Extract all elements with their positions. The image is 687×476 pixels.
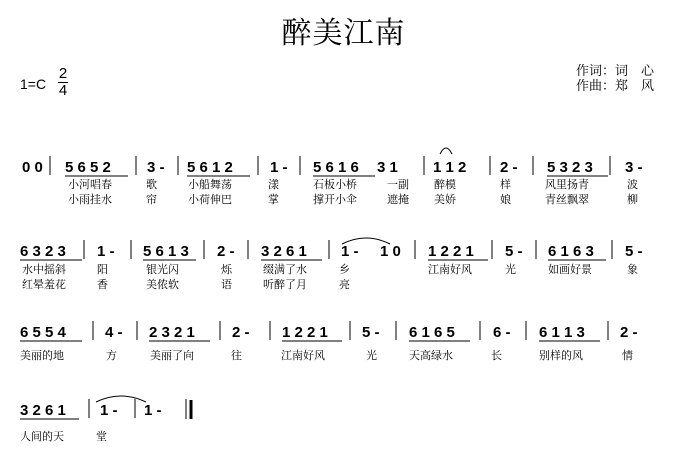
note-group: 5 - xyxy=(362,324,380,341)
note-group: 1 1 2 xyxy=(433,159,467,176)
note-group: 5 6 1 2 xyxy=(187,159,233,176)
lyric-text: 风里扬青 xyxy=(545,179,589,191)
lyric-text: 小雨挂水 xyxy=(68,194,112,206)
note-group: 3 1 xyxy=(377,159,398,176)
lyricist: 作词：词 心 xyxy=(576,64,655,79)
lyric-text: 如画好景 xyxy=(548,264,592,276)
lyric-text: 往 xyxy=(231,350,242,362)
lyric-text: 语 xyxy=(221,279,232,291)
note-group: 2 - xyxy=(232,324,250,341)
lyric-text: 掌 xyxy=(268,194,279,206)
lyric-text: 别样的风 xyxy=(539,350,583,362)
lyric-text: 醉模 xyxy=(434,179,456,191)
note-group: 1 - xyxy=(97,243,115,260)
note-group: 2 3 2 1 xyxy=(149,324,195,341)
lyric-text: 长 xyxy=(491,350,502,362)
lyric-text: 江南好风 xyxy=(281,350,325,362)
lyric-text: 美娇 xyxy=(434,194,456,206)
note-group: 3 - xyxy=(147,159,165,176)
note-group: 3 - xyxy=(625,159,643,176)
note-group: 6 5 5 4 xyxy=(20,324,66,341)
note-group: 5 3 2 3 xyxy=(547,159,593,176)
lyric-text: 石板小桥 xyxy=(313,179,357,191)
composer: 作曲：郑 风 xyxy=(576,79,655,94)
lyric-text: 水中摇斜 xyxy=(22,264,66,276)
lyric-text: 香 xyxy=(97,279,108,291)
time-signature-bottom: 4 xyxy=(58,82,68,99)
lyric-text: 听醉了月 xyxy=(263,279,307,291)
note-group: 5 6 1 6 xyxy=(313,159,359,176)
lyric-text: 一副 xyxy=(387,179,409,191)
lyric-text: 江南好风 xyxy=(428,264,472,276)
note-group: 4 - xyxy=(105,324,123,341)
note-group: 6 3 2 3 xyxy=(20,243,66,260)
lyric-text: 美侬软 xyxy=(146,279,179,291)
lyric-text: 帘 xyxy=(146,194,157,206)
note-group: 1 - xyxy=(144,402,162,419)
lyric-text: 小河唱春 xyxy=(68,179,112,191)
lyric-text: 样 xyxy=(500,179,511,191)
lyric-text: 红晕羞花 xyxy=(22,279,66,291)
lyric-text: 情 xyxy=(622,350,633,362)
lyric-text: 烁 xyxy=(221,264,232,276)
lyric-text: 青丝飘翠 xyxy=(545,194,589,206)
lyric-text: 乡 xyxy=(339,264,350,276)
note-group: 5 - xyxy=(625,243,643,260)
note-group: 2 - xyxy=(217,243,235,260)
lyric-text: 波 xyxy=(627,179,638,191)
lyric-text: 缀满了水 xyxy=(263,264,307,276)
note-group: 2 - xyxy=(500,159,518,176)
lyric-text: 娘 xyxy=(500,194,511,206)
note-group: 1 - xyxy=(270,159,288,176)
lyric-text: 歌 xyxy=(146,179,157,191)
lyric-text: 小荷伸巴 xyxy=(188,194,232,206)
note-group: 5 6 5 2 xyxy=(65,159,111,176)
note-group: 1 2 2 1 xyxy=(282,324,328,341)
lyric-text: 人间的天 xyxy=(20,431,64,443)
song-title: 醉美江南 xyxy=(281,16,406,51)
lyric-text: 堂 xyxy=(96,431,107,443)
lyric-text: 银光闪 xyxy=(146,264,179,276)
lyric-text: 遮掩 xyxy=(387,194,409,206)
note-group: 1 - xyxy=(341,243,359,260)
lyric-text: 光 xyxy=(366,350,377,362)
note-group: 6 - xyxy=(493,324,511,341)
note-group: 2 - xyxy=(620,324,638,341)
note-group: 1 - xyxy=(100,402,118,419)
note-group: 5 6 1 3 xyxy=(143,243,189,260)
note-group: 0 0 xyxy=(22,159,43,176)
key-signature: 1=C xyxy=(20,76,47,92)
lyric-text: 阳 xyxy=(97,264,108,276)
tie-mark xyxy=(440,148,452,154)
lyric-text: 小船舞荡 xyxy=(188,179,232,191)
lyric-text: 方 xyxy=(106,350,117,362)
lyric-text: 亮 xyxy=(339,279,350,291)
note-group: 1 0 xyxy=(380,243,401,260)
note-group: 6 1 1 3 xyxy=(539,324,585,341)
lyric-text: 柳 xyxy=(627,194,638,206)
note-group: 3 2 6 1 xyxy=(20,402,66,419)
lyric-text: 天高绿水 xyxy=(409,350,453,362)
lyric-text: 象 xyxy=(627,264,638,276)
note-group: 6 1 6 3 xyxy=(548,243,594,260)
lyric-text: 漾 xyxy=(268,179,279,191)
note-group: 6 1 6 5 xyxy=(409,324,455,341)
note-group: 5 - xyxy=(505,243,523,260)
note-group: 3 2 6 1 xyxy=(261,243,307,260)
lyric-text: 美丽了向 xyxy=(150,350,194,362)
note-group: 1 2 2 1 xyxy=(428,243,474,260)
lyric-text: 美丽的地 xyxy=(20,350,64,362)
time-signature-top: 2 xyxy=(58,65,68,82)
lyric-text: 撑开小伞 xyxy=(313,194,357,206)
lyric-text: 光 xyxy=(505,264,516,276)
